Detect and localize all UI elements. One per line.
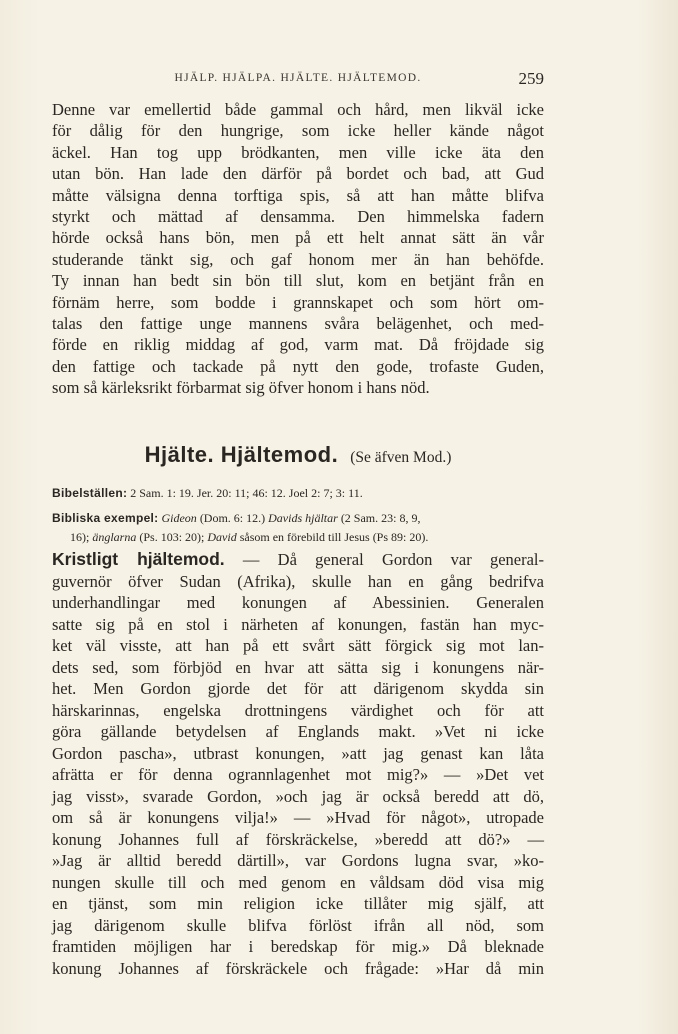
page-number: 259 <box>518 69 544 88</box>
text-line: studerande tänkt sig, och gaf honom mer än han behöfde. <box>52 249 544 269</box>
biblical-examples <box>52 509 544 546</box>
text-line: het. Men Gordon gjorde det för att därigenom skydda sin <box>52 679 544 698</box>
section-heading <box>52 442 544 468</box>
text-line: ket väl visste, att han på ett svårt sätt förgick sig mot lan- <box>52 636 544 655</box>
example-ref: (Dom. 6: 12.) <box>199 511 266 525</box>
text-line: Ty innan han bedt sin bön till slut, kom en betjänt från en <box>52 271 544 291</box>
text-line: Denne var emellertid både gammal och hård, men likväl icke <box>52 100 544 119</box>
first-line-rest: — Då general Gordon var general- <box>242 550 545 569</box>
example-name: Davids hjältar <box>268 511 338 525</box>
bible-references-label: Bibelställen: <box>52 486 128 500</box>
text-line: framtiden möjligen har i beredskap för mig.» Då bleknade <box>52 937 544 956</box>
running-head: HJÄLP. HJÄLPA. HJÄLTE. HJÄLTEMOD. <box>174 72 422 84</box>
run-in-heading: Kristligt hjältemod. <box>52 549 225 569</box>
text-line: äckel. Han tog upp brödkanten, men ville icke äta den <box>52 142 544 162</box>
text-line: jag därigenom skulle blifva förlöst ifrån all nöd, som <box>52 915 544 935</box>
example-name: Gideon <box>161 511 197 525</box>
text-line: utan bön. Han lade den därför på bordet och bad, att Gud <box>52 164 544 184</box>
text-line: hörde också hans bön, men på ett helt annat sätt än vår <box>52 228 544 248</box>
text-line: jag visst», svarade Gordon, »och jag är också beredd att dö, <box>52 786 544 806</box>
text-line: afrätta er för denna ogrannlagenhet mot mig?» — »Det vet <box>52 765 544 784</box>
text-line: Gordon pascha», utbrast konungen, »att jag genast kan låta <box>52 743 544 763</box>
text-line: måtte välsigna denna torftiga spis, så att han måtte blifva <box>52 185 544 205</box>
example-ref: 16); <box>70 529 90 544</box>
text-line: nungen skulle till och med genom en våldsam död visa mig <box>52 872 544 892</box>
example-ref: såsom en förebild till Jesus (Ps 89: 20). <box>239 529 429 544</box>
text-line: för dålig för den hungrige, som icke heller kände något <box>52 121 544 141</box>
text-line: satte sig på en stol i närheten af konungen, fastän han myc- <box>52 614 544 634</box>
text-line: konung Johannes full af förskräckelse, »beredd att dö?» — <box>52 829 544 849</box>
text-line: talas den fattige unge mannens svåra belägenhet, och med- <box>52 313 544 333</box>
bible-references <box>52 484 544 503</box>
text-line: göra gällande betydelsen af Englands makt. »Vet ni icke <box>52 722 544 741</box>
text-line: härskarinnas, engelska drottningens värdighet och för att <box>52 700 544 720</box>
example-ref: (Ps. 103: 20); <box>139 529 205 544</box>
text-line: guvernör öfver Sudan (Afrika), skulle han en gång bedrifva <box>52 571 544 591</box>
text-line: dets sed, som förbjöd en hvar att sätta sig i konungens när- <box>52 657 544 677</box>
examples-continuation <box>52 528 544 547</box>
text-line-first <box>52 549 544 571</box>
text-line: underhandlingar med konungen af Abessinien. Generalen <box>52 593 544 612</box>
example-name: David <box>207 529 237 544</box>
text-line: förde en riklig middag af god, varm mat. Då fröjdade sig <box>52 335 544 355</box>
paragraph-story-continuation <box>52 99 544 398</box>
example-ref: (2 Sam. 23: 8, 9, <box>340 511 421 525</box>
text-line: som så kärleksrikt förbarmat sig öfver honom i hans nöd. <box>52 378 430 398</box>
example-name: änglarna <box>92 529 137 544</box>
text-line: den fattige och tackade på nytt den gode, trofaste Guden, <box>52 356 544 376</box>
bible-references-text: 2 Sam. 1: 19. Jer. 20: 11; 46: 12. Joel 2: 7; 3: 11. <box>130 486 363 500</box>
text-line: konung Johannes af förskräckele och frågade: »Har då min <box>52 958 544 978</box>
section-title: Hjälte. Hjältemod. <box>144 442 339 467</box>
text-line: »Jag är alltid beredd därtill», var Gordons lugna svar, »ko- <box>52 851 544 870</box>
text-line: en tjänst, som min religion icke tillåter mig själf, att <box>52 894 544 913</box>
text-line: förnäm herre, som bodde i grannskapet och som hört om- <box>52 292 544 312</box>
section-title-note: (Se äfven Mod.) <box>350 449 452 466</box>
text-line: om så är konungens vilja!» — »Hvad för något», utropade <box>52 808 544 827</box>
text-line: styrkt och mättad af densamma. Den himmelska fadern <box>52 206 544 226</box>
biblical-examples-label: Bibliska exempel: <box>52 511 159 525</box>
paragraph-gordon-story <box>52 549 544 979</box>
